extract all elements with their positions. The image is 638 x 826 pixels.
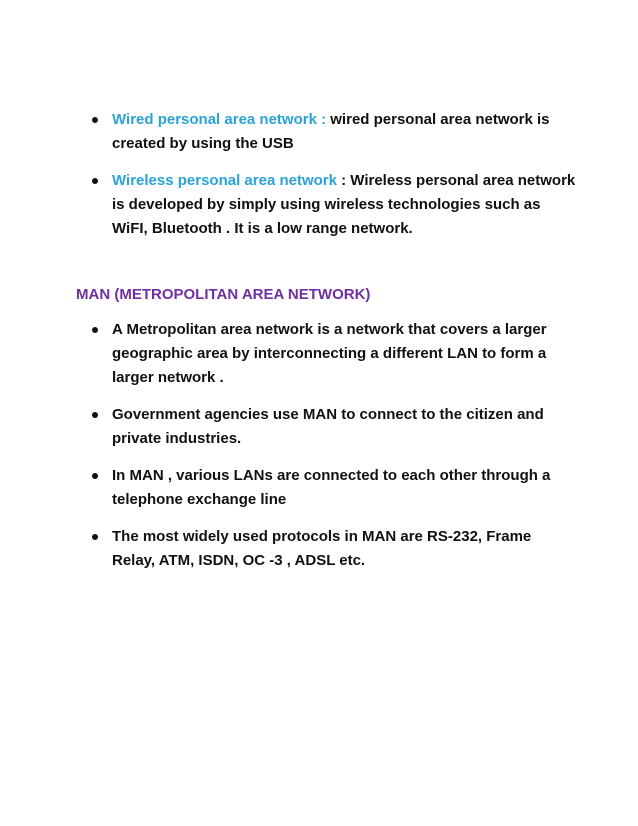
description-wireless-pan: : Wireless personal area network is developed by simply using wireless technologies such as WiFI, Bluetooth . It is a low range network. — [112, 172, 576, 237]
bullet-icon — [92, 327, 98, 333]
pan-bullet-list — [0, 108, 638, 254]
list-item — [0, 525, 638, 573]
bullet-icon — [92, 473, 98, 479]
list-item — [0, 464, 638, 512]
list-item — [0, 403, 638, 451]
list-item-wireless-pan — [0, 169, 638, 241]
list-item-text: Government agencies use MAN to connect to the citizen and private industries. — [112, 406, 544, 447]
term-wireless-pan: Wireless personal area network — [112, 172, 337, 189]
list-item-text: In MAN , various LANs are connected to each other through a telephone exchange line — [112, 467, 551, 508]
section-heading-man: MAN (METROPOLITAN AREA NETWORK) — [76, 286, 371, 303]
list-item-text: The most widely used protocols in MAN are RS-232, Frame Relay, ATM, ISDN, OC -3 , ADSL etc. — [112, 528, 532, 569]
list-item-wired-pan — [0, 108, 638, 156]
bullet-icon — [92, 412, 98, 418]
bullet-icon — [92, 178, 98, 184]
bullet-icon — [92, 534, 98, 540]
bullet-icon — [92, 117, 98, 123]
list-item — [0, 318, 638, 390]
term-wired-pan: Wired personal area network : — [112, 111, 331, 128]
description-wired-pan: wired personal area network is created by using the USB — [112, 111, 550, 152]
man-bullet-list — [0, 318, 638, 586]
list-item-text: A Metropolitan area network is a network that covers a larger geographic area by interconnecting a different LAN to form a larger network . — [112, 321, 547, 386]
